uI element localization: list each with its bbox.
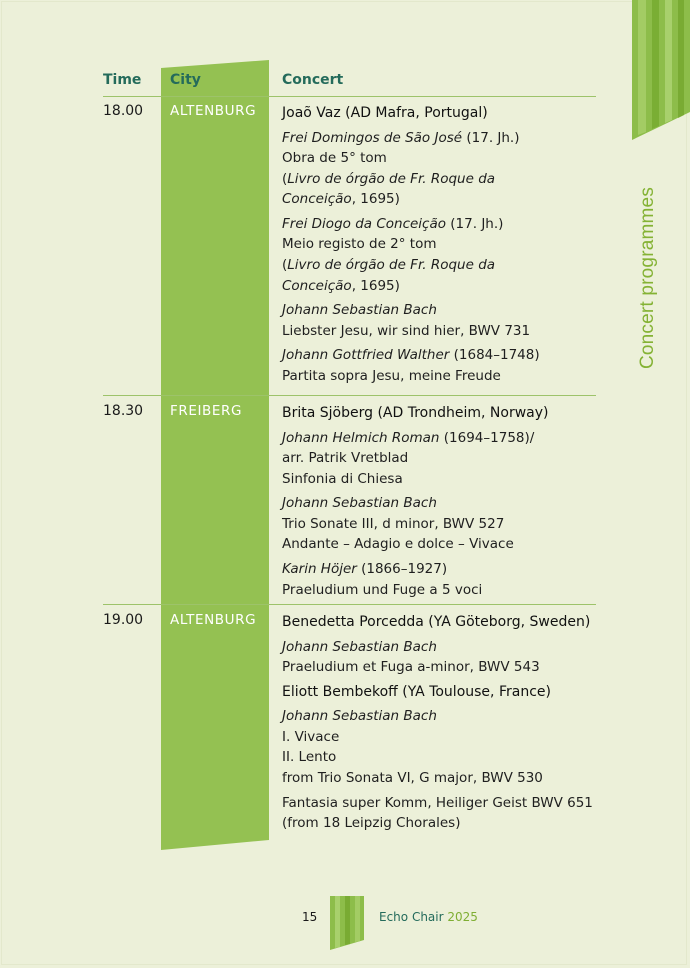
movement-title: II. Lento xyxy=(282,749,337,766)
header-rule xyxy=(103,96,596,97)
row-time: 18.00 xyxy=(103,103,144,119)
programme-piece xyxy=(282,128,612,210)
footer-brand xyxy=(379,910,478,924)
composer-name: Frei Diogo da Conceição xyxy=(282,215,446,232)
source-year: , 1695) xyxy=(351,191,400,208)
footer-ribbon-logo xyxy=(330,896,364,950)
composer-name: Johann Helmich Roman xyxy=(282,429,440,446)
row-concert xyxy=(282,103,612,387)
programme-piece xyxy=(282,345,612,386)
composer-dates: (1684–1748) xyxy=(449,347,540,364)
movement-list: Andante – Adagio e dolce – Vivace xyxy=(282,536,514,553)
composer-name: Frei Domingos de São José xyxy=(282,129,463,146)
row-concert xyxy=(282,403,612,600)
work-title: Obra de 5° tom xyxy=(282,150,387,167)
work-source: (from 18 Leipzig Chorales) xyxy=(282,815,461,832)
row-time: 19.00 xyxy=(103,612,144,628)
composer-line xyxy=(282,214,612,235)
composer-name: Johann Sebastian Bach xyxy=(282,708,437,725)
section-side-label-text: Concert programmes xyxy=(637,186,658,370)
row-time: 18.30 xyxy=(103,403,144,419)
source-paren: ( xyxy=(282,170,288,187)
row-concert xyxy=(282,612,612,834)
composer-dates: (1866–1927) xyxy=(356,561,448,578)
composer-dates: (1694–1758)/ xyxy=(439,429,535,446)
row-city: FREIBERG xyxy=(170,403,243,419)
work-title: Sinfonia di Chiesa xyxy=(282,470,403,487)
composer-line xyxy=(282,428,612,449)
programme-piece xyxy=(282,559,612,600)
work-title: Praeludium et Fuga a-minor, BWV 543 xyxy=(282,659,540,676)
composer-name: Johann Sebastian Bach xyxy=(282,495,437,512)
work-title: Liebster Jesu, wir sind hier, BWV 731 xyxy=(282,322,531,339)
work-title: Partita sopra Jesu, meine Freude xyxy=(282,368,501,385)
performer-name: Joaõ Vaz (AD Mafra, Portugal) xyxy=(282,105,488,121)
source-line xyxy=(282,255,612,276)
composer-name: Johann Sebastian Bach xyxy=(282,302,437,319)
row-rule xyxy=(103,604,596,605)
programme-piece xyxy=(282,793,612,834)
work-title: Trio Sonate III, d minor, BWV 527 xyxy=(282,515,505,532)
row-city: ALTENBURG xyxy=(170,103,257,119)
work-title: Praeludium und Fuge a 5 voci xyxy=(282,581,483,598)
programme-piece xyxy=(282,706,612,788)
source-line xyxy=(282,276,612,297)
composer-line xyxy=(282,345,612,366)
programme-piece xyxy=(282,300,612,341)
source-paren: ( xyxy=(282,257,288,274)
programme-piece xyxy=(282,214,612,296)
programme-piece xyxy=(282,637,612,678)
programme-piece xyxy=(282,493,612,555)
composer-line xyxy=(282,128,612,149)
performer-name: Eliott Bembekoff (YA Toulouse, France) xyxy=(282,683,551,700)
city-column-band xyxy=(161,60,269,850)
source-title: Livro de órgão de Fr. Roque da xyxy=(287,170,496,187)
work-title: Meio registo de 2° tom xyxy=(282,236,437,253)
corner-ribbon-decoration xyxy=(632,0,690,140)
composer-line xyxy=(282,559,612,580)
header-city: City xyxy=(170,72,201,88)
row-city: ALTENBURG xyxy=(170,612,257,628)
arranger-line: arr. Patrik Vretblad xyxy=(282,450,409,467)
source-title: Conceição xyxy=(282,277,352,294)
work-title: Fantasia super Komm, Heiliger Geist BWV 651 xyxy=(282,794,593,811)
composer-name: Johann Gottfried Walther xyxy=(282,347,450,364)
source-title: Conceição xyxy=(282,191,352,208)
composer-dates: (17. Jh.) xyxy=(446,215,504,232)
source-line xyxy=(282,189,612,210)
brand-name: Echo Chair xyxy=(379,910,444,924)
movement-title: I. Vivace xyxy=(282,728,340,745)
row-rule xyxy=(103,395,596,396)
header-time: Time xyxy=(103,72,142,88)
brand-year: 2025 xyxy=(447,910,478,924)
source-year: , 1695) xyxy=(351,277,400,294)
programme-piece xyxy=(282,428,612,490)
source-line xyxy=(282,169,612,190)
performer-name: Brita Sjöberg (AD Trondheim, Norway) xyxy=(282,405,549,421)
page-footer xyxy=(0,896,690,956)
composer-dates: (17. Jh.) xyxy=(462,129,520,146)
composer-name: Johann Sebastian Bach xyxy=(282,638,437,655)
table-header xyxy=(0,72,690,90)
source-title: Livro de órgão de Fr. Roque da xyxy=(287,257,496,274)
performer-name: Benedetta Porcedda (YA Göteborg, Sweden) xyxy=(282,614,591,630)
page-number: 15 xyxy=(302,910,318,924)
work-title: from Trio Sonata VI, G major, BWV 530 xyxy=(282,769,543,786)
header-concert: Concert xyxy=(282,72,344,88)
composer-name: Karin Höjer xyxy=(282,561,357,578)
